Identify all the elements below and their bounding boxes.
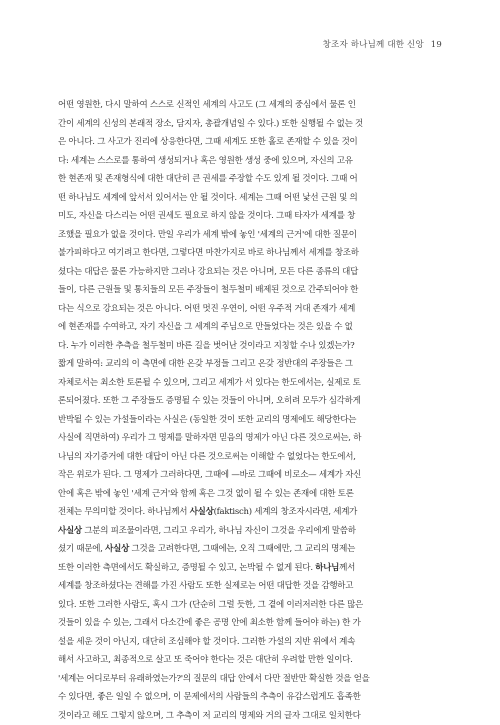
- body-text: [58, 96, 450, 725]
- text-line: [58, 707, 450, 725]
- text-segment: 짧게 말하여: 교리의 이 측면에 대한 온갖 부정들 그리고 온갖 정반대의 주장들은 그: [58, 359, 353, 369]
- text-line: [58, 466, 450, 485]
- text-line: [58, 152, 450, 171]
- text-segment: 그분의 피조물이라면, 그리고 우리가, 하나님 자신이 그것을 우리에게 말씀하: [82, 526, 356, 536]
- text-segment: 것이라고 해도 그렇지 않으며, 그 추측이 저 교리의 명제와 거의 글자 그대로 일치한다: [58, 711, 361, 721]
- text-segment: 다는 식으로 강요되는 것은 아니다. 어떤 멋진 우연이, 어떤 우주적 거대 존재가 세계: [58, 304, 355, 314]
- text-line: [58, 170, 450, 189]
- text-segment: 안에 혹은 밖에 놓인 '세계 근거'와 함께 혹은 그것 없이 될 수 있는 존재에 대한 토론: [58, 489, 354, 499]
- text-line: [58, 337, 450, 356]
- text-segment: 에 현존재를 수여하고, 자기 자신을 그 세계의 주님으로 만들었다는 것은 있을 수 없: [58, 322, 353, 332]
- text-line: [58, 263, 450, 282]
- text-segment: 해서 사고하고, 최종적으로 살고 또 죽어야 한다는 것은 대단히 우려할 만한 일이다.: [58, 655, 353, 665]
- text-segment: 그것을 고려한다면, 그때에는, 오직 그때에만, 그 교리의 명제는: [129, 544, 355, 554]
- text-line: [58, 189, 450, 208]
- text-segment: 께서: [339, 563, 355, 573]
- text-segment: 설을 세운 것이 아닌지, 대단히 조심해야 할 것이다. 그러한 가설의 지반 위에서 계속: [58, 637, 355, 647]
- emphasized-text: 하나님: [315, 563, 339, 573]
- text-line: [58, 392, 450, 411]
- text-line: [58, 207, 450, 226]
- text-line: [58, 96, 450, 115]
- text-segment: 간이 세계의 신성의 본래적 장소, 담지자, 총괄개념일 수 있다.) 또한 실행될 수 없는 것: [58, 119, 363, 129]
- text-segment: 조했을 필요가 없을 것이다. 만일 우리가 세계 밖에 놓인 '세계의 근거'에 대한 질문이: [58, 230, 357, 240]
- text-segment: 어떤 영원한, 다시 말하여 스스로 신적인 세계의 사고도 (그 세계의 중심에서 물론 인: [58, 100, 356, 110]
- text-segment: 자체로서는 최소한 토론될 수 있으며, 그리고 세계가 서 있다는 한도에서는, 실제로 토: [58, 378, 361, 388]
- text-segment: 다. 누가 이러한 추측을 철두철미 바른 길을 벗어난 것이라고 지칭할 수나 있겠는가?: [58, 341, 354, 351]
- text-line: [58, 281, 450, 300]
- text-line: [58, 318, 450, 337]
- emphasized-text: 사실상: [58, 526, 82, 536]
- text-line: [58, 540, 450, 559]
- text-line: [58, 485, 450, 504]
- text-line: [58, 411, 450, 430]
- emphasized-text: 사실상: [190, 507, 214, 517]
- text-segment: 한 현존재 및 존재형식에 대한 대단히 큰 권세를 주장할 수도 있게 될 것이다. 그때 어: [58, 174, 358, 184]
- text-line: [58, 614, 450, 633]
- text-segment: 나님의 자기증거에 대한 대답이 아닌 다른 것으로써는 이해할 수 없었다는 한도에서,: [58, 452, 356, 462]
- text-line: [58, 115, 450, 134]
- text-line: [58, 300, 450, 319]
- text-line: [58, 374, 450, 393]
- text-line: [58, 355, 450, 374]
- text-line: [58, 633, 450, 652]
- running-title: 창조자 하나님께 대한 신앙: [323, 40, 424, 50]
- text-line: [58, 448, 450, 467]
- text-line: [58, 522, 450, 541]
- emphasized-text: 사실상: [105, 544, 129, 554]
- text-segment: 수 있다면, 좋은 일일 수 없으며, 이 문제에서의 사람들의 추측이 유감스럽게도 흡족한: [58, 692, 361, 702]
- text-segment: '세계는 어디로부터 유래하였는가?'의 질문의 대답 안에서 다만 절반만 확실한 것을 얻을: [58, 674, 370, 684]
- text-line: [58, 244, 450, 263]
- text-segment: 셨다는 대답은 물론 가능하지만 그러나 강요되는 것은 아니며, 모든 다른 종류의 대답: [58, 267, 358, 277]
- text-segment: 셨기 때문에,: [58, 544, 105, 554]
- text-segment: 전체는 무의미할 것이다. 하나님께서: [58, 507, 190, 517]
- text-line: [58, 133, 450, 152]
- text-line: [58, 559, 450, 578]
- text-segment: 들이, 다른 근원들 및 통치들의 모든 주장들이 철두철미 배제된 것으로 간주되어야 한: [58, 285, 358, 295]
- text-segment: 다: 세계는 스스로를 통하여 생성되거나 혹은 영원한 생성 중에 있으며, 자신의 고유: [58, 156, 353, 166]
- text-line: [58, 651, 450, 670]
- text-segment: 미도, 자신을 다스리는 어떤 권세도 필요로 하지 않을 것이다. 그때 타자가 세계를 창: [58, 211, 355, 221]
- text-segment: 론되어졌다. 또한 그 주장들도 증명될 수 있는 것들이 아니며, 오히려 모두가 심각하게: [58, 396, 361, 406]
- text-segment: 반박될 수 있는 가설들이라는 사실은 (동일한 것이 또한 교리의 명제에도 해당한다는: [58, 415, 356, 425]
- text-line: [58, 226, 450, 245]
- text-segment: 또한 이러한 측면에서도 확실하고, 증명될 수 있고, 논박될 수 없게 된다.: [58, 563, 315, 573]
- text-line: [58, 429, 450, 448]
- running-head: [323, 38, 442, 50]
- text-segment: 세계를 창조하셨다는 견해를 가진 사람도 또한 실제로는 어떤 대답한 것을 감행하고: [58, 581, 353, 591]
- text-line: [58, 596, 450, 615]
- text-line: [58, 688, 450, 707]
- text-line: [58, 670, 450, 689]
- page-number: 19: [431, 40, 442, 50]
- text-segment: 작은 위로가 된다. 그 명제가 그러하다면, 그때에 —바로 그때에 비로소— 세계가 자신: [58, 470, 361, 480]
- text-segment: (faktisch) 세계의 창조자시라면, 세계가: [214, 507, 358, 517]
- text-segment: 있다. 또한 그러한 사람도, 혹시 그가 (단순히 그럴 듯한, 그 곁에 이러저러한 다른 많은: [58, 600, 363, 610]
- text-segment: 것들이 있을 수 있는, 그래서 다소간에 좋은 공명 안에 최소한 함께 들어야 하는) 한 가: [58, 618, 361, 628]
- text-segment: 은 아니다. 그 사고가 진리에 상응한다면, 그때 세계도 또한 홀로 존재할 수 있을 것이: [58, 137, 358, 147]
- text-line: [58, 577, 450, 596]
- text-segment: 떤 하나님도 세계에 앞서서 있어서는 안 될 것이다. 세계는 그때 어떤 낯선 근원 및 의: [58, 193, 358, 203]
- text-line: [58, 503, 450, 522]
- text-segment: 사실에 직면하여) 우리가 그 명제를 말하자면 믿음의 명제가 아닌 다른 것으로써는, 하: [58, 433, 361, 443]
- text-segment: 불가피하다고 여기려고 한다면, 그렇다면 마찬가지로 바로 하나님께서 세계를 창조하: [58, 248, 359, 258]
